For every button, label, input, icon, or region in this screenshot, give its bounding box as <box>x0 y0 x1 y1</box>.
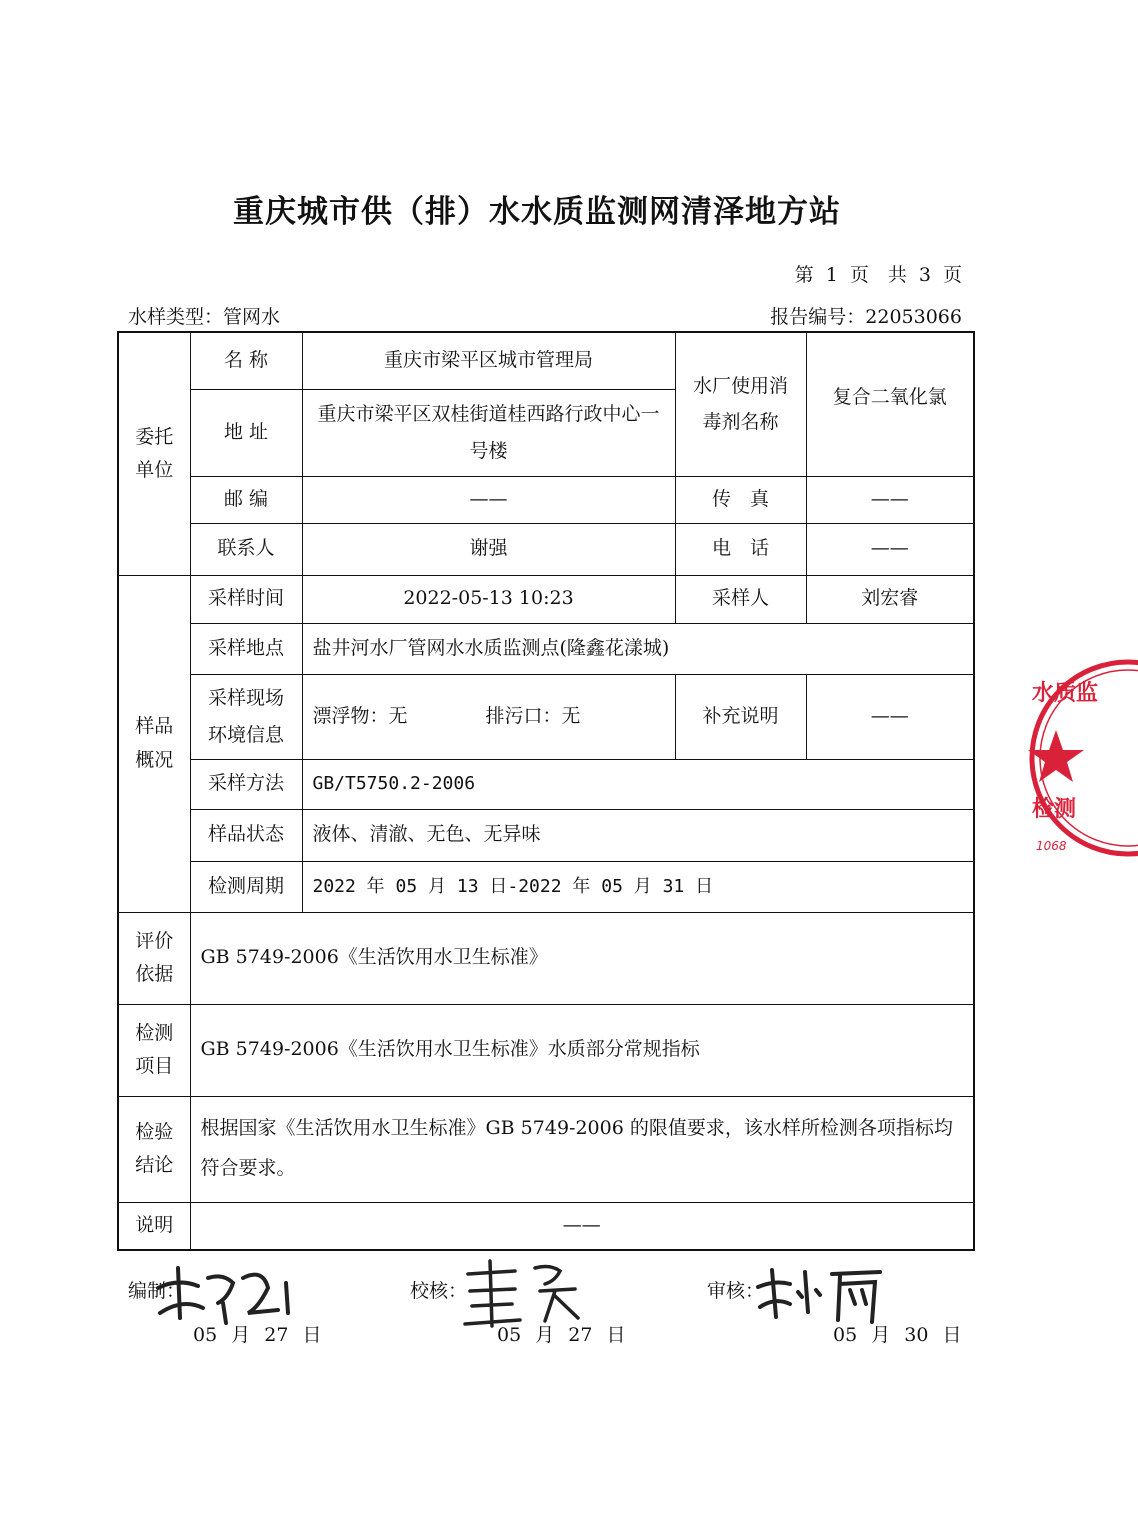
report-number: 报告编号：22053066 <box>770 306 962 328</box>
address-label: 地 址 <box>190 389 302 476</box>
sample-type: 水样类型：管网水 <box>128 306 281 328</box>
editor-signature <box>148 1258 298 1328</box>
fax-value: —— <box>806 476 974 523</box>
remarks-label: 说明 <box>118 1202 190 1250</box>
items-value: GB 5749-2006《生活饮用水卫生标准》水质部分常规指标 <box>190 1004 974 1096</box>
sewage-outlet: 排污口：无 <box>485 704 581 727</box>
sampler-value: 刘宏睿 <box>806 575 974 623</box>
page-info: 第 1 页 共 3 页 <box>794 264 962 286</box>
remarks-value: —— <box>190 1202 974 1250</box>
checker-label: 校核： <box>410 1280 468 1302</box>
supplementary-label: 补充说明 <box>675 674 806 759</box>
sampling-method-value: GB/T5750.2-2006 <box>302 759 974 809</box>
sampling-method-label: 采样方法 <box>190 759 302 809</box>
sampler-label: 采样人 <box>675 575 806 623</box>
editor-date: 05 月 27 日 <box>193 1324 322 1346</box>
contact-value: 谢强 <box>302 523 675 575</box>
client-group-label: 委托单位 <box>118 332 190 575</box>
report-title: 重庆城市供（排）水水质监测网清泽地方站 <box>233 194 841 230</box>
conclusion-label: 检验结论 <box>118 1096 190 1202</box>
postcode-value: —— <box>302 476 675 523</box>
test-period-value: 2022 年 05 月 13 日-2022 年 05 月 31 日 <box>302 861 974 912</box>
environment-label: 采样现场环境信息 <box>190 674 302 759</box>
disinfectant-value: 复合二氧化氯 <box>806 332 974 476</box>
contact-label: 联系人 <box>190 523 302 575</box>
report-table <box>117 331 975 1251</box>
official-seal <box>1028 658 1138 858</box>
sampling-time-label: 采样时间 <box>190 575 302 623</box>
sampling-time-value: 2022-05-13 10:23 <box>302 575 675 623</box>
phone-value: —— <box>806 523 974 575</box>
address-value: 重庆市梁平区双桂街道桂西路行政中心一号楼 <box>302 389 675 476</box>
environment-value <box>302 674 675 759</box>
disinfectant-label: 水厂使用消毒剂名称 <box>675 332 806 476</box>
floating-matter: 漂浮物：无 <box>312 704 408 727</box>
editor-label: 编制： <box>128 1280 186 1302</box>
svg-text:检测: 检测 <box>1032 796 1077 822</box>
reviewer-label: 审核： <box>707 1280 765 1302</box>
basis-value: GB 5749-2006《生活饮用水卫生标准》 <box>190 912 974 1004</box>
test-period-label: 检测周期 <box>190 861 302 912</box>
svg-text:水质监: 水质监 <box>1032 680 1099 706</box>
checker-date: 05 月 27 日 <box>497 1324 626 1346</box>
basis-label: 评价依据 <box>118 912 190 1004</box>
sample-state-label: 样品状态 <box>190 809 302 861</box>
sample-state-value: 液体、清澈、无色、无异味 <box>302 809 974 861</box>
name-value: 重庆市梁平区城市管理局 <box>302 332 675 389</box>
svg-text:1068: 1068 <box>1036 839 1067 853</box>
sampling-site-label: 采样地点 <box>190 623 302 674</box>
signature-area <box>0 1268 1074 1358</box>
fax-label: 传 真 <box>675 476 806 523</box>
sampling-site-value: 盐井河水厂管网水水质监测点(隆鑫花漾城) <box>302 623 974 674</box>
reviewer-date: 05 月 30 日 <box>833 1324 962 1346</box>
postcode-label: 邮 编 <box>190 476 302 523</box>
conclusion-value: 根据国家《生活饮用水卫生标准》GB 5749-2006 的限值要求，该水样所检测各项指标均符合要求。 <box>190 1096 974 1202</box>
supplementary-value: —— <box>806 674 974 759</box>
items-label: 检测项目 <box>118 1004 190 1096</box>
name-label: 名 称 <box>190 332 302 389</box>
sample-group-label: 样品概况 <box>118 575 190 912</box>
phone-label: 电 话 <box>675 523 806 575</box>
